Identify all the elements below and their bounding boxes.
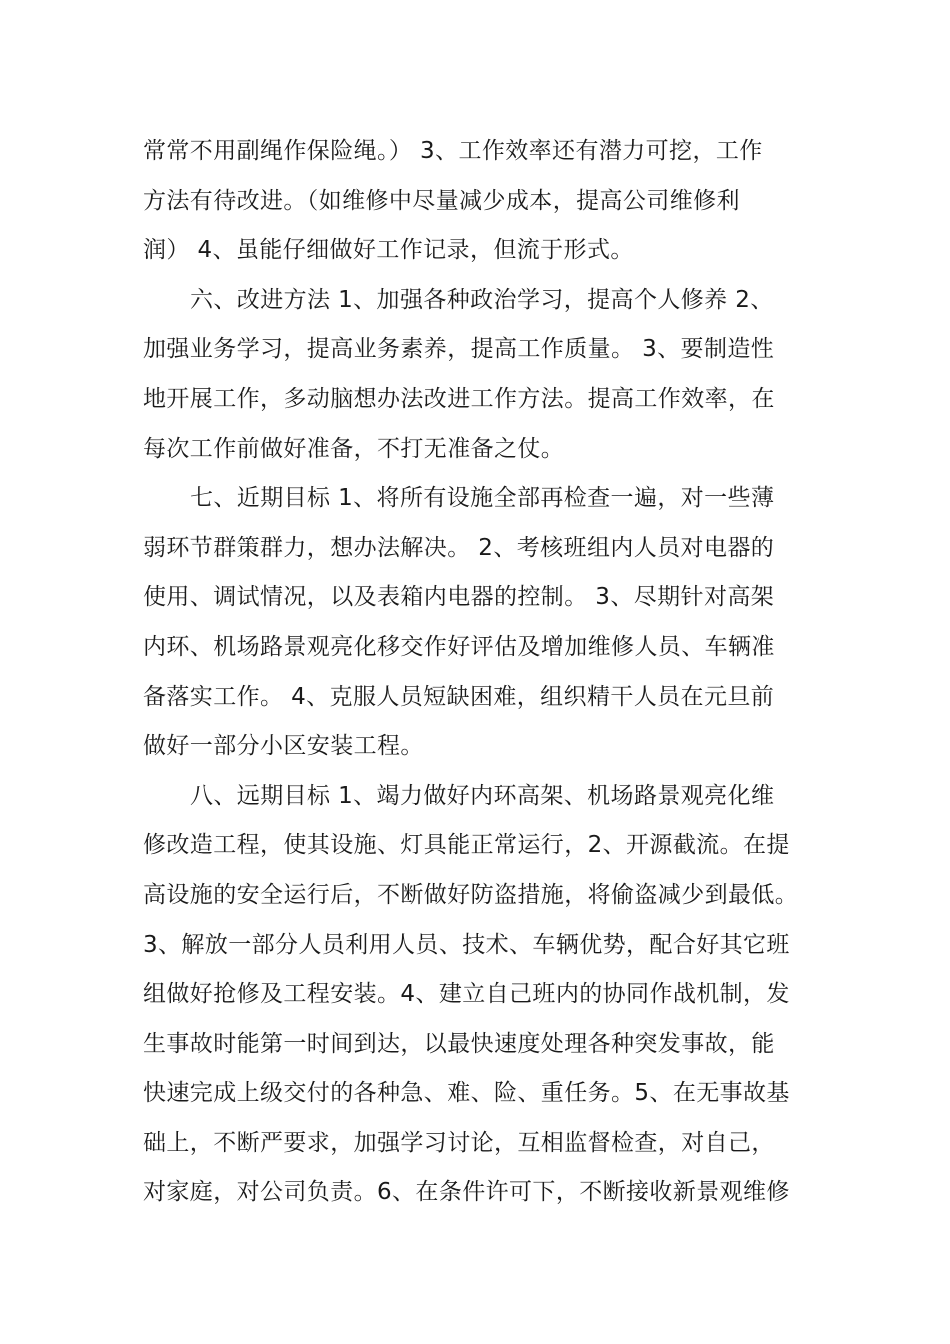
text-line: 高设施的安全运行后，不断做好防盗措施，将偷盗减少到最低。 — [143, 881, 799, 908]
text-line: 快速完成上级交付的各种急、难、险、重任务。5、在无事故基 — [143, 1080, 790, 1107]
text-line: 润） 4、虽能仔细做好工作记录，但流于形式。 — [143, 237, 634, 264]
text-line: 使用、调试情况，以及表箱内电器的控制。 3、尽期针对高架 — [143, 584, 775, 611]
text-line: 常常不用副绳作保险绳。） 3、工作效率还有潜力可挖，工作 — [143, 138, 763, 164]
text-line: 方法有待改进。（如维修中尽量减少成本，提高公司维修利 — [143, 187, 740, 214]
text-line: 加强业务学习，提高业务素养，提高工作质量。 3、要制造性 — [143, 336, 775, 363]
section-heading-line: 六、改进方法 1、加强各种政治学习，提高个人修养 2、 — [190, 286, 774, 313]
text-line: 对家庭，对公司负责。6、在条件许可下，不断接收新景观维修 — [143, 1179, 790, 1206]
text-line: 每次工作前做好准备，不打无准备之仗。 — [143, 435, 565, 462]
text-line: 组做好抢修及工程安装。4、建立自己班内的协同作战机制，发 — [143, 981, 790, 1008]
text-line: 地开展工作，多动脑想办法改进工作方法。提高工作效率，在 — [143, 385, 775, 412]
text-line: 做好一部分小区安装工程。 — [143, 733, 424, 760]
text-line: 内环、机场路景观亮化移交作好评估及增加维修人员、车辆准 — [143, 633, 775, 660]
section-heading-line: 七、近期目标 1、将所有设施全部再检查一遍，对一些薄 — [190, 485, 775, 512]
section-heading-line: 八、远期目标 1、竭力做好内环高架、机场路景观亮化维 — [190, 782, 775, 809]
text-line: 3、解放一部分人员利用人员、技术、车辆优势，配合好其它班 — [143, 931, 790, 958]
text-line: 础上，不断严要求，加强学习讨论，互相监督检查，对自己， — [143, 1129, 775, 1156]
text-line: 修改造工程，使其设施、灯具能正常运行，2、开源截流。在提 — [143, 832, 790, 859]
body-text — [143, 127, 833, 1218]
text-line: 生事故时能第一时间到达，以最快速度处理各种突发事故，能 — [143, 1030, 775, 1057]
text-line: 弱环节群策群力，想办法解决。 2、考核班组内人员对电器的 — [143, 534, 775, 561]
text-line: 备落实工作。 4、克服人员短缺困难，组织精干人员在元旦前 — [143, 683, 775, 710]
